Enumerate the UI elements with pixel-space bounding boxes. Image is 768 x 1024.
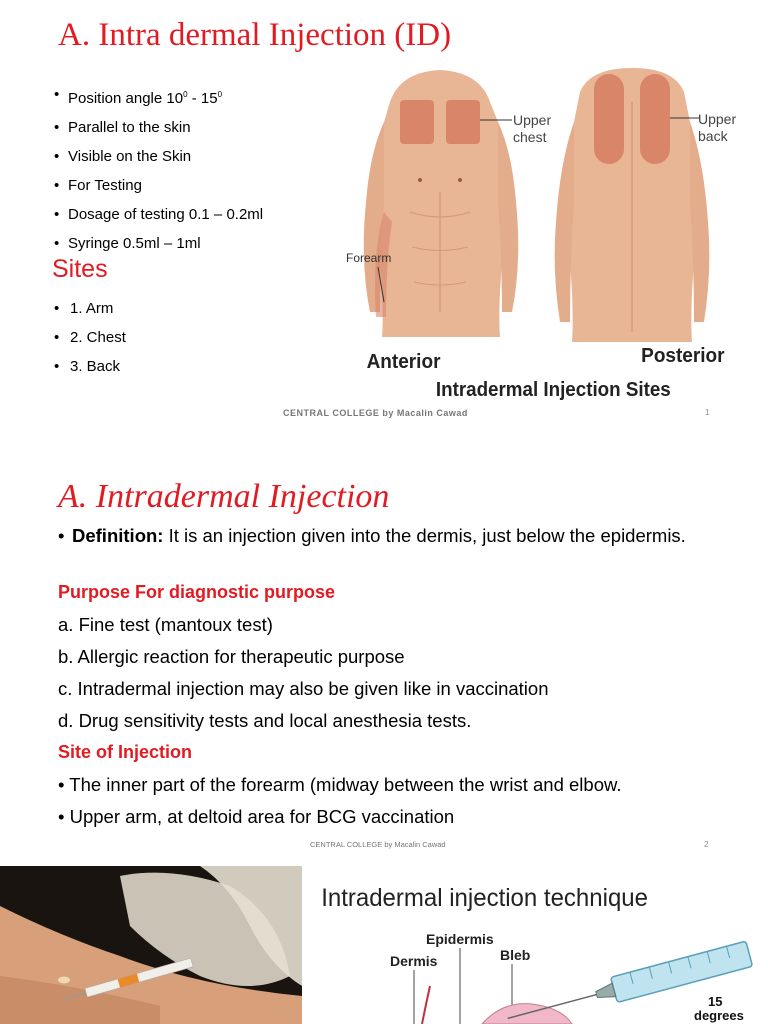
slide-footer: CENTRAL COLLEGE by Macalin Cawad bbox=[310, 840, 446, 849]
posterior-label: Posterior bbox=[641, 344, 725, 368]
bleb-label: Bleb bbox=[500, 947, 531, 963]
list-item: • Position angle $10^0 - 15^0$ bbox=[54, 80, 263, 113]
site-of-injection-heading: Site of Injection bbox=[58, 742, 193, 762]
anterior-torso-image bbox=[364, 70, 519, 337]
technique-diagram bbox=[302, 866, 768, 1024]
epidermis-label: Epidermis bbox=[426, 931, 494, 947]
slide-1 bbox=[0, 0, 768, 432]
upper-chest-label-line2: chest bbox=[513, 129, 547, 145]
list-item: • Dosage of testing 0.1 – 0.2ml bbox=[54, 200, 263, 229]
list-item: • 3. Back bbox=[54, 352, 126, 381]
purpose-heading: Purpose For diagnostic purpose bbox=[58, 582, 336, 602]
upper-back-label-line1: Upper bbox=[698, 111, 737, 127]
technique-bullet-list bbox=[54, 80, 263, 258]
slide-1-title: A. Intra dermal Injection (ID) bbox=[58, 17, 452, 53]
slide-footer: CENTRAL COLLEGE by Macalin Cawad bbox=[283, 408, 468, 418]
injection-sites-figure bbox=[340, 62, 740, 407]
angle-value-label: 15 bbox=[708, 994, 723, 1009]
diagram-title: Intradermal injection technique bbox=[321, 884, 648, 913]
dermis-label: Dermis bbox=[390, 953, 438, 969]
purpose-item: b. Allergic reaction for therapeutic purpose bbox=[58, 646, 405, 667]
purpose-item: c. Intradermal injection may also be given like in vaccination bbox=[58, 678, 549, 699]
list-item: • Visible on the Skin bbox=[54, 142, 263, 171]
definition-label: Definition: bbox=[72, 525, 164, 546]
bullet-dot: • bbox=[58, 525, 65, 546]
slide-2-title: A. Intradermal Injection bbox=[58, 478, 390, 515]
site-item: • Upper arm, at deltoid area for BCG vaccination bbox=[58, 806, 455, 827]
forearm-label: Forearm bbox=[346, 251, 392, 265]
purpose-item: d. Drug sensitivity tests and local anesthesia tests. bbox=[58, 710, 472, 731]
angle-unit-label: degrees bbox=[694, 1008, 744, 1023]
injection-photo bbox=[0, 866, 302, 1024]
purpose-item: a. Fine test (mantoux test) bbox=[58, 614, 273, 635]
site-item: • The inner part of the forearm (midway between the wrist and elbow. bbox=[58, 774, 622, 795]
figure-caption: Intradermal Injection Sites bbox=[435, 378, 671, 402]
list-item: • For Testing bbox=[54, 171, 263, 200]
page-number: 2 bbox=[704, 840, 709, 849]
anterior-label: Anterior bbox=[366, 350, 441, 374]
definition-paragraph bbox=[58, 523, 718, 548]
list-item: • 2. Chest bbox=[54, 323, 126, 352]
page-number: 1 bbox=[705, 408, 710, 417]
upper-chest-label-line1: Upper bbox=[513, 112, 552, 128]
sites-list bbox=[54, 294, 126, 381]
list-item: • Parallel to the skin bbox=[54, 113, 263, 142]
posterior-torso-image bbox=[555, 68, 710, 342]
list-item: • 1. Arm bbox=[54, 294, 126, 323]
definition-text: It is an injection given into the dermis, just below the epidermis. bbox=[163, 525, 686, 546]
list-item: • Syringe 0.5ml – 1ml bbox=[54, 229, 263, 258]
upper-back-label-line2: back bbox=[698, 128, 728, 144]
sites-heading: Sites bbox=[52, 255, 108, 283]
